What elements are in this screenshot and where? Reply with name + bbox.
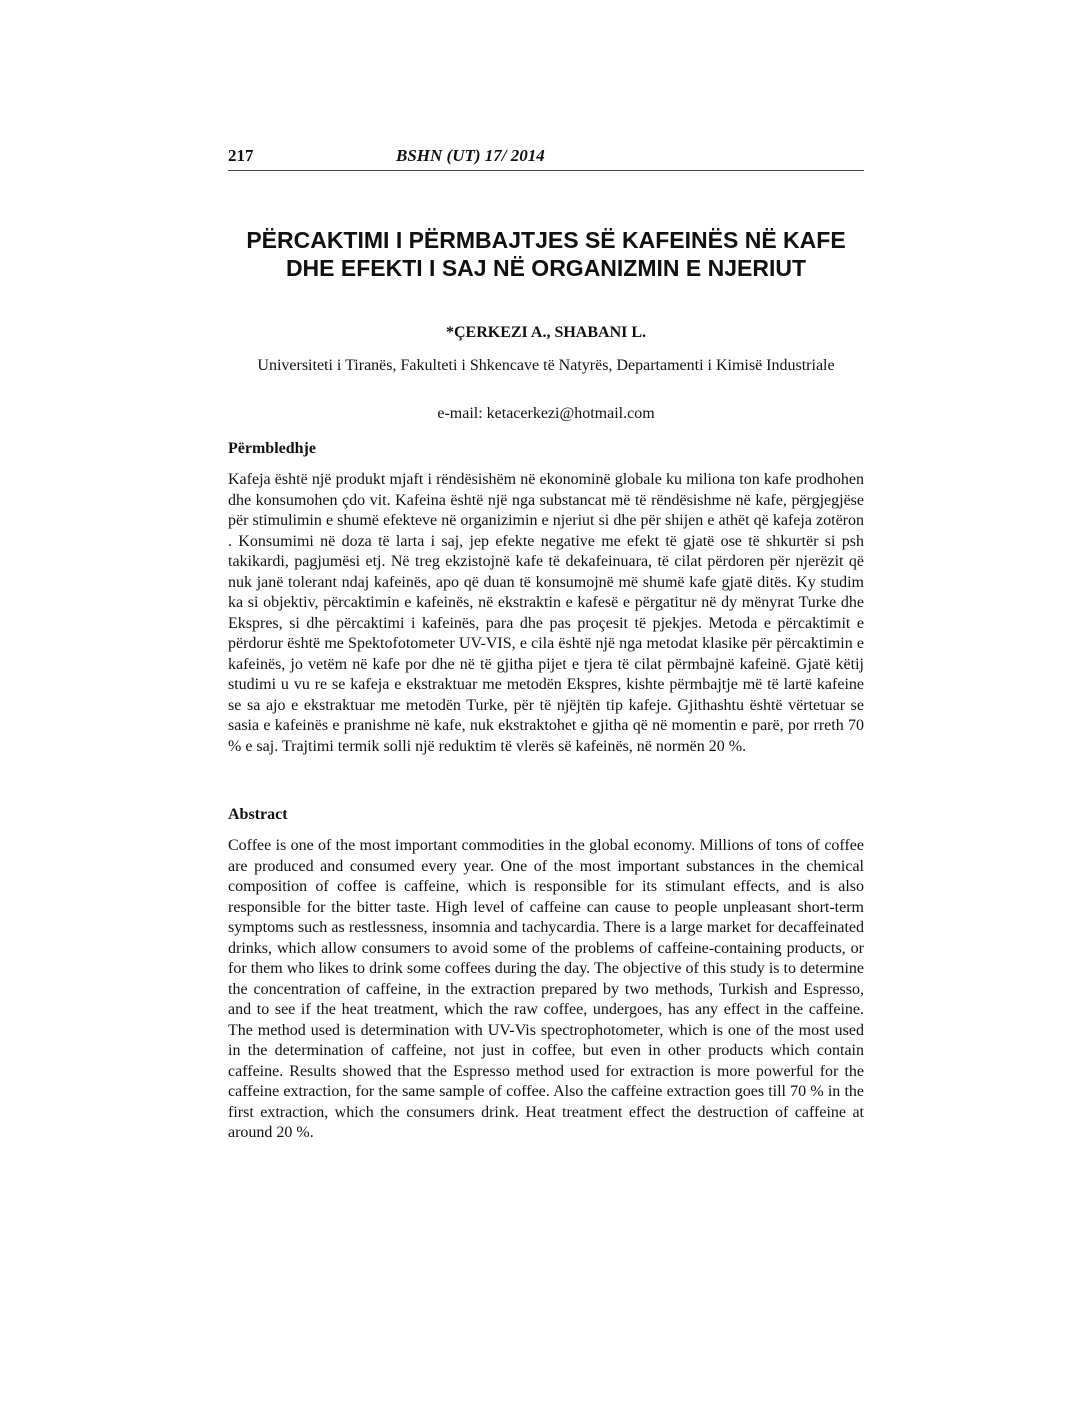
author-email: e-mail: ketacerkezi@hotmail.com bbox=[437, 405, 655, 422]
article-title: PËRCAKTIMI I PËRMBAJTJES SË KAFEINËS NË KAFE DHE EFEKTI I SAJ NË ORGANIZMIN E NJERIUT bbox=[246, 227, 846, 281]
abstract-text: Coffee is one of the most important commodities in the global economy. Millions of tons of coffee are produced and consumed every year. One of the most important substances in the chemical composition of coffee is caffeine, which is responsible for its stimulant effects, and is also responsible for the bitter taste. High level of caffeine can cause to people unpleasant short-term symptoms such as restlessness, insomnia and tachycardia. There is a large market for decaffeinated drinks, which allow consumers to avoid some of the problems of caffeine-containing products, or for them who likes to drink some coffees during the day. The objective of this study is to determine the concentration of caffeine, in the extraction prepared by two methods, Turkish and Espresso, and to see if the heat treatment, which the raw coffee, undergoes, has any effect in the caffeine. The method used is determination with UV-Vis spectrophotometer, which is one of the most used in the determination of caffeine, not just in coffee, but even in other products which contain caffeine. Results showed that the Espresso method used for extraction is more powerful for the caffeine extraction, for the same sample of coffee. Also the caffeine extraction goes till 70 % in the first extraction, which the consumers drink. Heat treatment effect the destruction of caffeine at around 20 %. bbox=[228, 837, 864, 1141]
journal-citation: BSHN (UT) 17/ 2014 bbox=[396, 146, 545, 165]
permbledhje-heading: Përmbledhje bbox=[228, 440, 316, 457]
permbledhje-text: Kafeja është një produkt mjaft i rëndësishëm në ekonominë globale ku miliona ton kafe prodhohen dhe konsumohen çdo vit. Kafeina është një nga substancat më të rëndësishme në kafe, përgjegjëse për stimulimin e shumë efekteve në organizimin e njeriut si dhe për shijen e athët që kafeja zotëron . Konsumimi në doza të larta i saj, jep efekte negative me efekt të gjatë ose të shkurtër si psh takikardi, pagjumësi etj. Në treg ekzistojnë kafe të dekafeinuara, të cilat përdoren për njerëzit që nuk janë tolerant ndaj kafeinës, apo që duan të konsumojnë më shumë kafe gjatë ditës. Ky studim ka si objektiv, përcaktimin e kafeinës, në ekstraktin e kafesë e përgatitur në dy mënyrat Turke dhe Ekspres, si dhe përcaktimi i kafeinës, para dhe pas proçesit të pjekjes. Metoda e përcaktimit e përdorur është me Spektofotometer UV-VIS, e cila është një nga metodat klasike për përcaktimin e kafeinës, jo vetëm në kafe por dhe në të gjitha pijet e tjera të cilat përmbajnë kafeinë. Gjatë këtij studimi u vu re se kafeja e ekstraktuar me metodën Ekspres, kishte përmbajtje më të lartë kafeine se sa ajo e ekstraktuar me metodën Turke, për të njëjtën tip kafeje. Gjithashtu është vërtetuar se sasia e kafeinës e pranishme në kafe, nuk ekstraktohet e gjitha që në momentin e parë, por rreth 70 % e saj. Trajtimi termik solli një reduktim të vlerës së kafeinës, në normën 20 %. bbox=[228, 471, 864, 755]
running-header bbox=[228, 146, 864, 171]
author-affiliation: Universiteti i Tiranës, Fakulteti i Shkencave të Natyrës, Departamenti i Kimisë Industriale bbox=[257, 357, 835, 374]
article-authors: *ÇERKEZI A., SHABANI L. bbox=[445, 324, 647, 341]
abstract-heading: Abstract bbox=[228, 806, 288, 823]
page-number: 217 bbox=[228, 146, 254, 165]
